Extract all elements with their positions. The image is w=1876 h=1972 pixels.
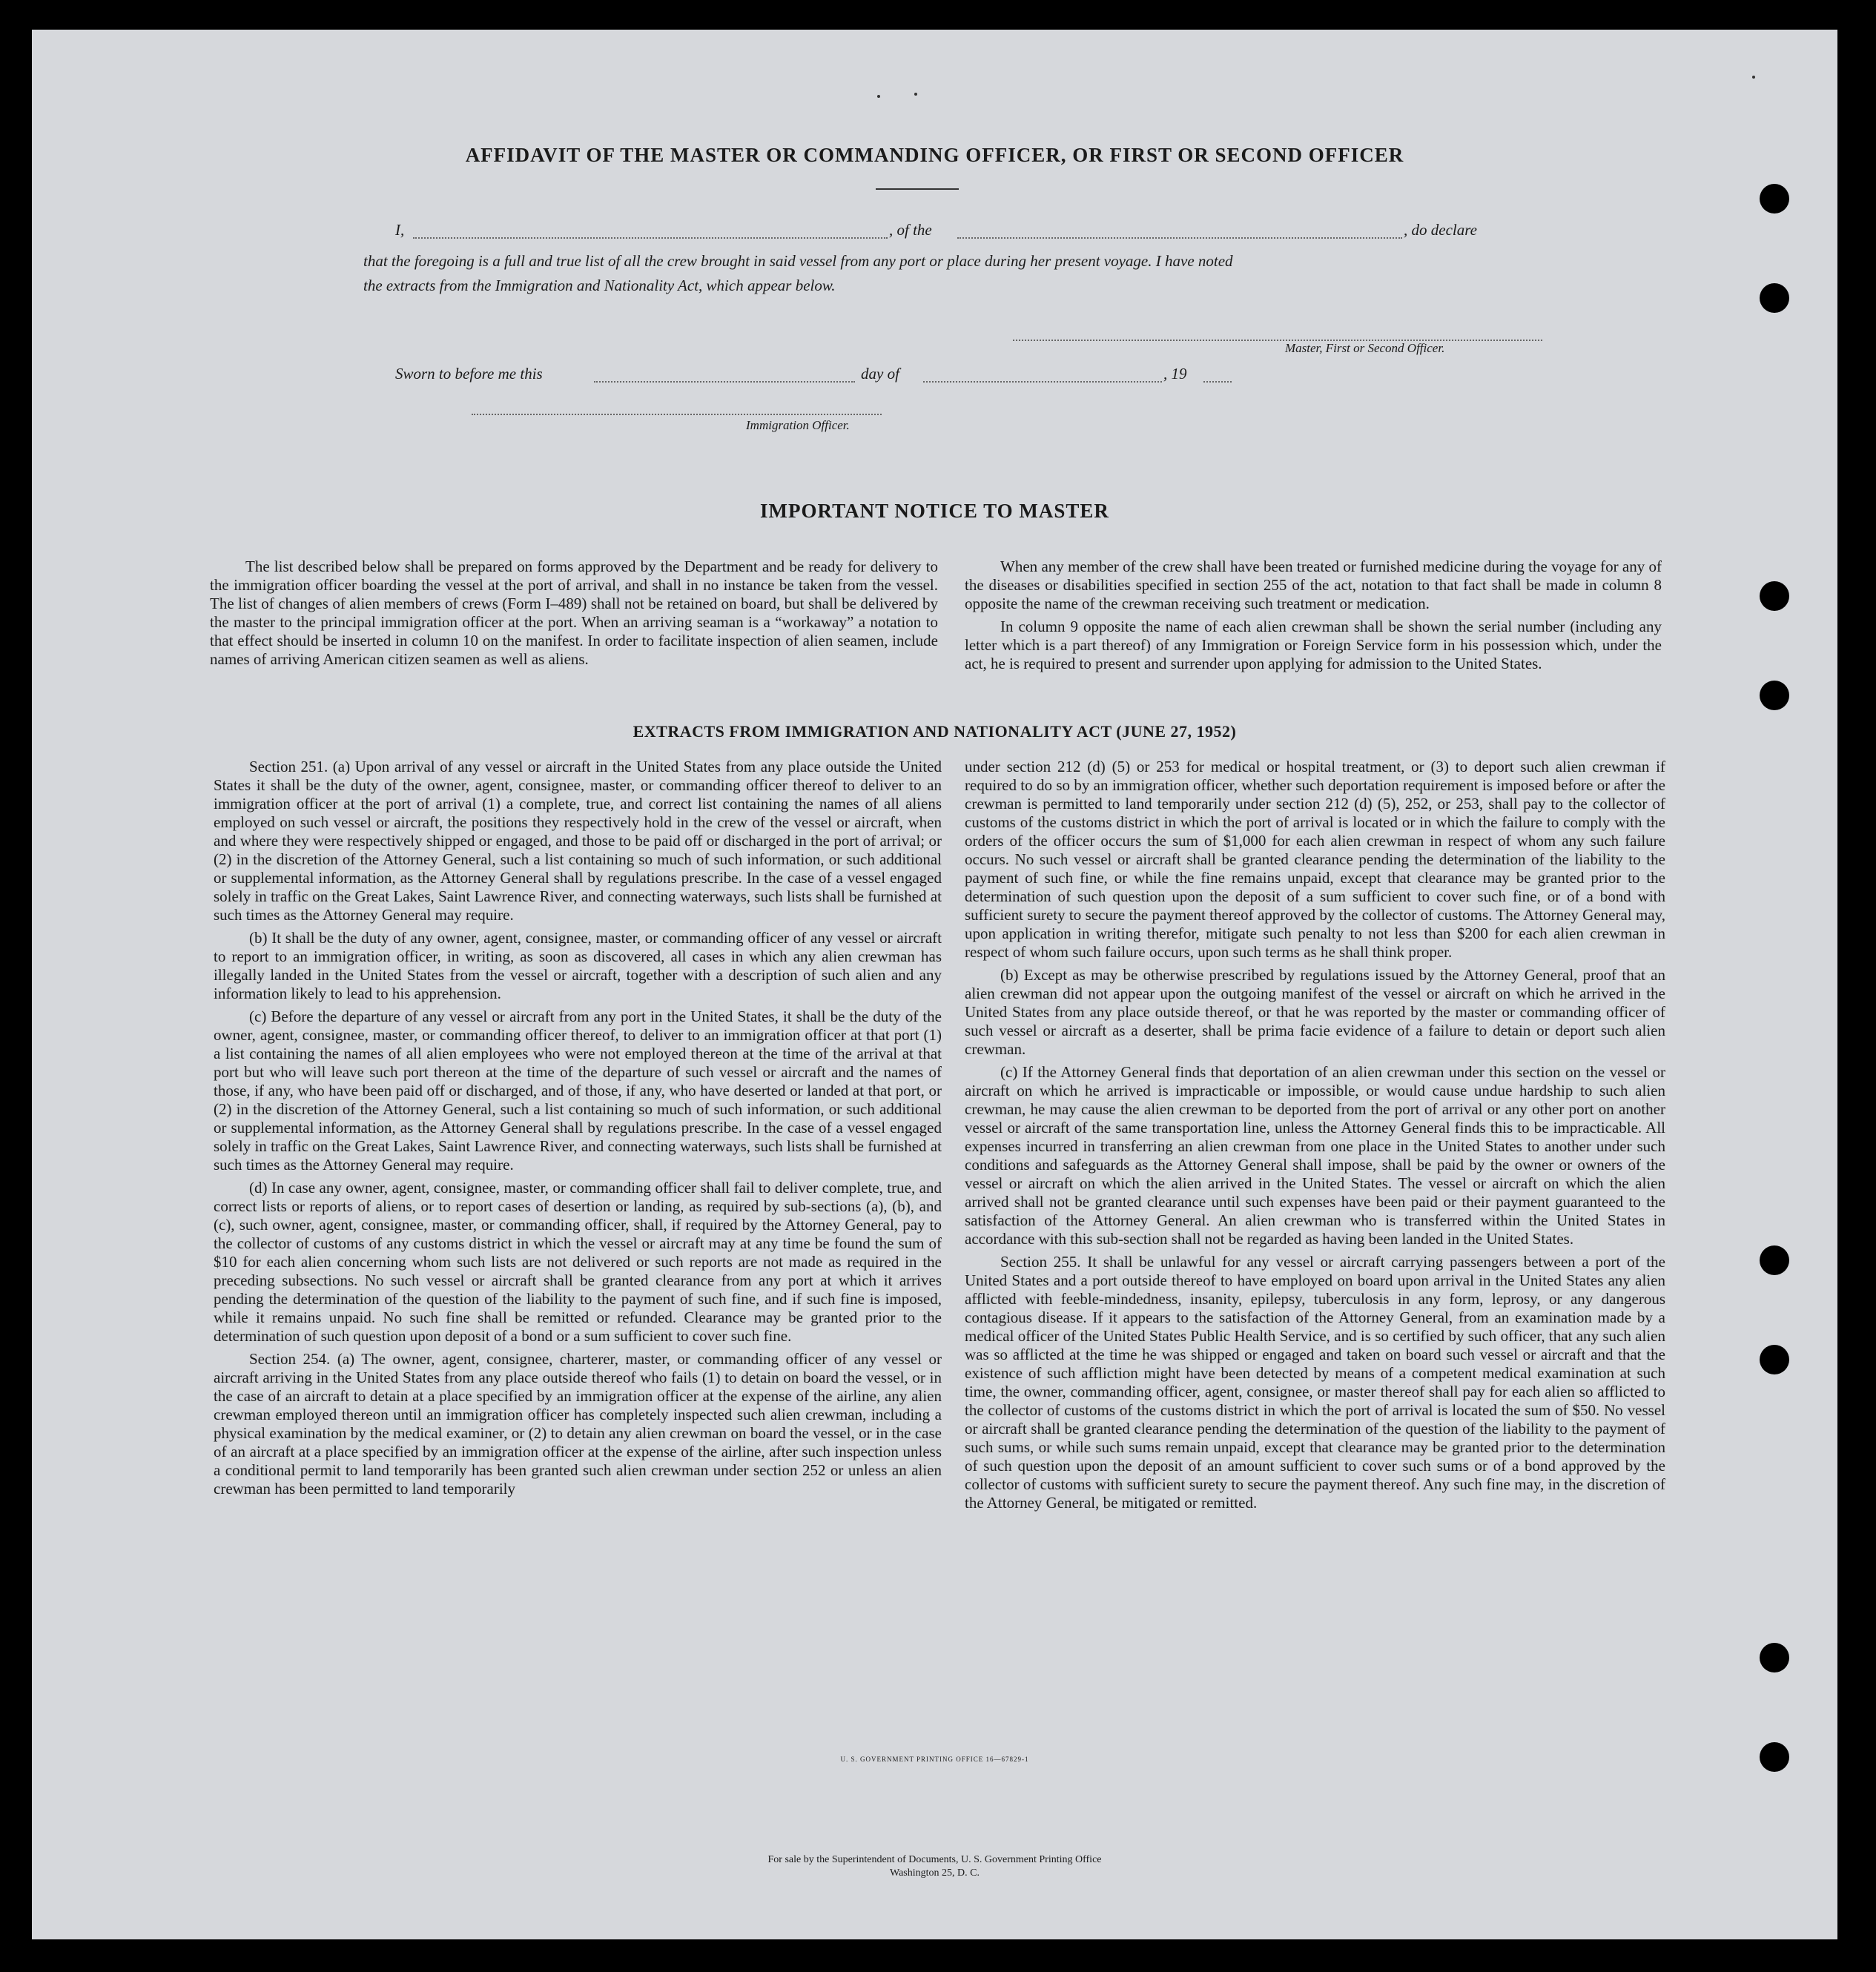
punch-hole bbox=[1760, 283, 1789, 313]
title-underline bbox=[876, 188, 959, 190]
notice-left bbox=[210, 557, 938, 673]
affidavit-title: AFFIDAVIT OF THE MASTER OR COMMANDING OFFICER, OR FIRST OR SECOND OFFICER bbox=[465, 144, 1404, 166]
do-declare-label: , do declare bbox=[1404, 221, 1477, 239]
affidavit-line-2: that the foregoing is a full and true list of all the crew brought in said vessel from any port or place during her present voyage. I have noted bbox=[363, 252, 1233, 270]
notice-right-paragraph-2: In column 9 opposite the name of each alien crewman shall be shown the serial number (including any letter which is a part thereof) of any Immigration or Foreign Service form in his possession which, under the act, he is required to present and surrender upon applying for admission to the United States. bbox=[965, 618, 1662, 672]
year-label: , 19 bbox=[1163, 365, 1187, 383]
sworn-year-field[interactable] bbox=[1203, 381, 1232, 383]
punch-hole bbox=[1760, 1345, 1789, 1374]
section-254-a: Section 254. (a) The owner, agent, consignee, charterer, master, or commanding officer of any vessel or aircraft arriving in the United States from any place outside thereof who fails (1) to detain on board the vessel, or in the case of an aircraft to detain at a place specified by an immigration officer at the expense of the airline, any alien crewman employed thereon until an immigration officer has completely inspected such alien crewman, including a physical examination by the medical examiner, or (2) to detain any alien crewman on board the vessel, or in the case of an aircraft at a place specified by an immigration officer at the expense of the airline, after such inspection unless a conditional permit to land temporarily has been granted such alien crewman under section 252 or unless an alien crewman has been permitted to land temporarily bbox=[214, 1350, 942, 1498]
officer-signature-line[interactable] bbox=[472, 414, 882, 415]
master-signature-line[interactable] bbox=[1013, 340, 1542, 341]
i-label: I, bbox=[395, 221, 405, 239]
section-251-a: Section 251. (a) Upon arrival of any vessel or aircraft in the United States from any place outside the United States it shall be the duty of the owner, agent, consignee, master, or commanding officer thereof to deliver to an immigration officer at the port of arrival (1) a complete, true, and correct list containing the names of all aliens employed on such vessel or aircraft, the positions they respectively hold in the crew of the vessel or aircraft, when and where they were respectively shipped or engaged, and those to be paid off or discharged in the port of arrival; or (2) in the discretion of the Attorney General, such a list containing so much of such information, or such additional or supplemental information, as the Attorney General shall by regulations prescribe. In the case of a vessel engaged solely in traffic on the Great Lakes, Saint Lawrence River, and connecting waterways, such lists shall be furnished at such times as the Attorney General may require. bbox=[214, 758, 942, 924]
section-251-b: (b) It shall be the duty of any owner, agent, consignee, master, or commanding officer of any vessel or aircraft to report to an immigration officer, in writing, as soon as discovered, all cases in which any alien crewman has illegally landed in the United States from the vessel or aircraft, together with a description of such alien and any information likely to lead to his apprehension. bbox=[214, 929, 942, 1002]
sworn-month-field[interactable] bbox=[923, 381, 1162, 383]
section-254-a-continued: under section 212 (d) (5) or 253 for medical or hospital treatment, or (3) to deport such alien crewman if required to do so by an immigration officer, whether such deportation requirement is imposed before or after the crewman is permitted to land temporarily under section 212 (d) (5), 252, or 253, shall pay to the collector of customs of the customs district in which the port of arrival is located or in which the failure to comply with the orders of the officer occurs the sum of $1,000 for each alien crewman in respect of whom any such failure occurs. No such vessel or aircraft shall be granted clearance pending the determination of the liability to the payment of such fine, or while the fine remains unpaid, except that clearance may be granted prior to the determination of such question upon the deposit of a sum sufficient to cover such fine, or of a bond with sufficient surety to secure the payment thereof approved by the collector of customs. The Attorney General may, upon application in writing therefor, mitigate such penalty to not less than $200 for each alien crewman in respect of whom such failure occurs, upon such terms as he shall think proper. bbox=[965, 758, 1665, 961]
punch-hole bbox=[1760, 1245, 1789, 1275]
footer bbox=[254, 1853, 1615, 1880]
name-field[interactable] bbox=[413, 237, 888, 239]
stray-mark bbox=[914, 93, 917, 96]
sworn-label: Sworn to before me this bbox=[395, 365, 543, 383]
notice-title: IMPORTANT NOTICE TO MASTER bbox=[760, 500, 1109, 522]
day-of-label: day of bbox=[861, 365, 899, 383]
extracts-left bbox=[214, 758, 942, 1503]
sworn-day-field[interactable] bbox=[594, 381, 855, 383]
punch-hole bbox=[1760, 184, 1789, 214]
notice-right bbox=[965, 557, 1662, 678]
punch-hole bbox=[1760, 581, 1789, 611]
vessel-field[interactable] bbox=[957, 237, 1402, 239]
master-label: Master, First or Second Officer. bbox=[1285, 341, 1445, 355]
punch-hole bbox=[1760, 1742, 1789, 1772]
extracts-title: EXTRACTS FROM IMMIGRATION AND NATIONALITY ACT (JUNE 27, 1952) bbox=[633, 722, 1237, 741]
punch-hole bbox=[1760, 681, 1789, 710]
affidavit-line-3: the extracts from the Immigration and Nationality Act, which appear below. bbox=[363, 277, 836, 294]
document-page bbox=[32, 30, 1837, 1939]
stray-mark bbox=[1752, 76, 1755, 79]
footer-line-2: Washington 25, D. C. bbox=[890, 1867, 980, 1879]
of-the-label: , of the bbox=[889, 221, 932, 239]
stray-mark bbox=[877, 95, 880, 98]
notice-left-paragraph: The list described below shall be prepared on forms approved by the Department and be ready for delivery to the immigration officer boarding the vessel at the port of arrival, and shall in no instance be taken from the vessel. The list of changes of alien members of crews (Form I–489) shall not be retained on board, but shall be delivered by the master to the principal immigration officer at the port. When an arriving seaman is a “workaway” a notation to that effect should be inserted in column 10 on the manifest. In order to facilitate inspection of alien seamen, include names of arriving American citizen seamen as well as aliens. bbox=[210, 557, 938, 668]
footer-line-1: For sale by the Superintendent of Documents, U. S. Government Printing Office bbox=[767, 1854, 1102, 1865]
extracts-right bbox=[965, 758, 1665, 1517]
punch-hole bbox=[1760, 1643, 1789, 1672]
section-251-d: (d) In case any owner, agent, consignee, master, or commanding officer shall fail to deliver complete, true, and correct lists or reports of aliens, or to report cases of desertion or landing, as required by sub-sections (a), (b), and (c), such owner, agent, consignee, master, or commanding officer, shall, if required by the Attorney General, pay to the collector of customs of any customs district in which the vessel or aircraft may at any time be found the sum of $10 for each alien concerning whom such lists are not delivered or such reports are not made as required in the preceding subsections. No such vessel or aircraft shall be granted clearance from any port at which it arrives pending the determination of the question of the liability to the payment of such fine, and if such fine is imposed, while it remains unpaid. No such fine shall be remitted or refunded. Clearance may be granted prior to the determination of such question upon deposit of a bond or a sum sufficient to cover such fine. bbox=[214, 1179, 942, 1345]
section-255: Section 255. It shall be unlawful for any vessel or aircraft carrying passengers between a port of the United States and a port outside thereof to have employed on board upon arrival in the United States any alien afflicted with feeble-mindedness, insanity, epilepsy, tuberculosis in any form, leprosy, or any dangerous contagious disease. If it appears to the satisfaction of the Attorney General, from an examination made by a medical officer of the United States Public Health Service, and is so certified by such officer, that any such alien was so afflicted at the time he was shipped or engaged and taken on board such vessel or aircraft and that the existence of such affliction might have been detected by means of a competent medical examination at such time, the owner, commanding officer, agent, consignee, or master thereof shall pay for each alien so afflicted to the collector of customs of the customs district in which the port of arrival is located the sum of $50. No vessel or aircraft shall be granted clearance pending the determination of the question of the liability to the payment of such sums, or while such sums remain unpaid, except that clearance may be granted prior to the determination of such question upon the deposit of an amount sufficient to cover such sums or of a bond approved by the collector of customs with sufficient surety to secure the payment thereof. Any such fine may, in the discretion of the Attorney General, be mitigated or remitted. bbox=[965, 1253, 1665, 1512]
sworn-line bbox=[395, 365, 1285, 386]
section-251-c: (c) Before the departure of any vessel or aircraft from any port in the United States, it shall be the duty of the owner, agent, consignee, master, or commanding officer thereof, to deliver to an immigration officer at that port (1) a list containing the names of all alien employees who were not employed thereon at the time of the arrival at that port but who will leave such port thereon at the time of the departure of such vessel or aircraft and the names of those, if any, who have been paid off or discharged, and of those, if any, who have deserted or landed at that port, or (2) in the discretion of the Attorney General, such a list containing so much of such information, or such additional or supplemental information, as the Attorney General shall by regulations prescribe. In the case of a vessel engaged solely in traffic on the Great Lakes, Saint Lawrence River, and connecting waterways, such lists shall be furnished at such times as the Attorney General may require. bbox=[214, 1007, 942, 1174]
notice-right-paragraph-1: When any member of the crew shall have been treated or furnished medicine during the voyage for any of the diseases or disabilities specified in section 255 of the act, notation to that fact shall be made in column 8 opposite the name of the crewman receiving such treatment or medication. bbox=[965, 557, 1662, 612]
declare-line bbox=[395, 221, 1552, 242]
section-254-c: (c) If the Attorney General finds that deportation of an alien crewman under this section on the vessel or aircraft on which he arrived is impracticable or impossible, or would cause undue hardship to such alien crewman, he may cause the alien crewman to be deported from the port of arrival or any other port on another vessel or aircraft of the same transportation line, unless the Attorney General finds this to be impracticable. All expenses incurred in transferring an alien crewman from one place in the United States to another under such conditions and safeguards as the Attorney General shall impose, shall be paid by the owner or owners of the vessel or aircraft on which the alien arrived in the United States. The vessel or aircraft on which the alien arrived shall not be granted clearance until such expenses have been paid or their payment guaranteed to the satisfaction of the Attorney General. An alien crewman who is transferred within the United States in accordance with this sub-section shall not be regarded as having been landed in the United States. bbox=[965, 1063, 1665, 1248]
section-254-b: (b) Except as may be otherwise prescribed by regulations issued by the Attorney General, proof that an alien crewman did not appear upon the outgoing manifest of the vessel or aircraft on which he arrived in the United States from any place outside thereof, or that he was reported by the master or commanding officer of such vessel or aircraft as a deserter, shall be prima facie evidence of a failure to detain or deport such alien crewman. bbox=[965, 966, 1665, 1058]
officer-label: Immigration Officer. bbox=[746, 418, 850, 432]
printer-mark: U. S. GOVERNMENT PRINTING OFFICE 16—67829-1 bbox=[840, 1756, 1029, 1763]
